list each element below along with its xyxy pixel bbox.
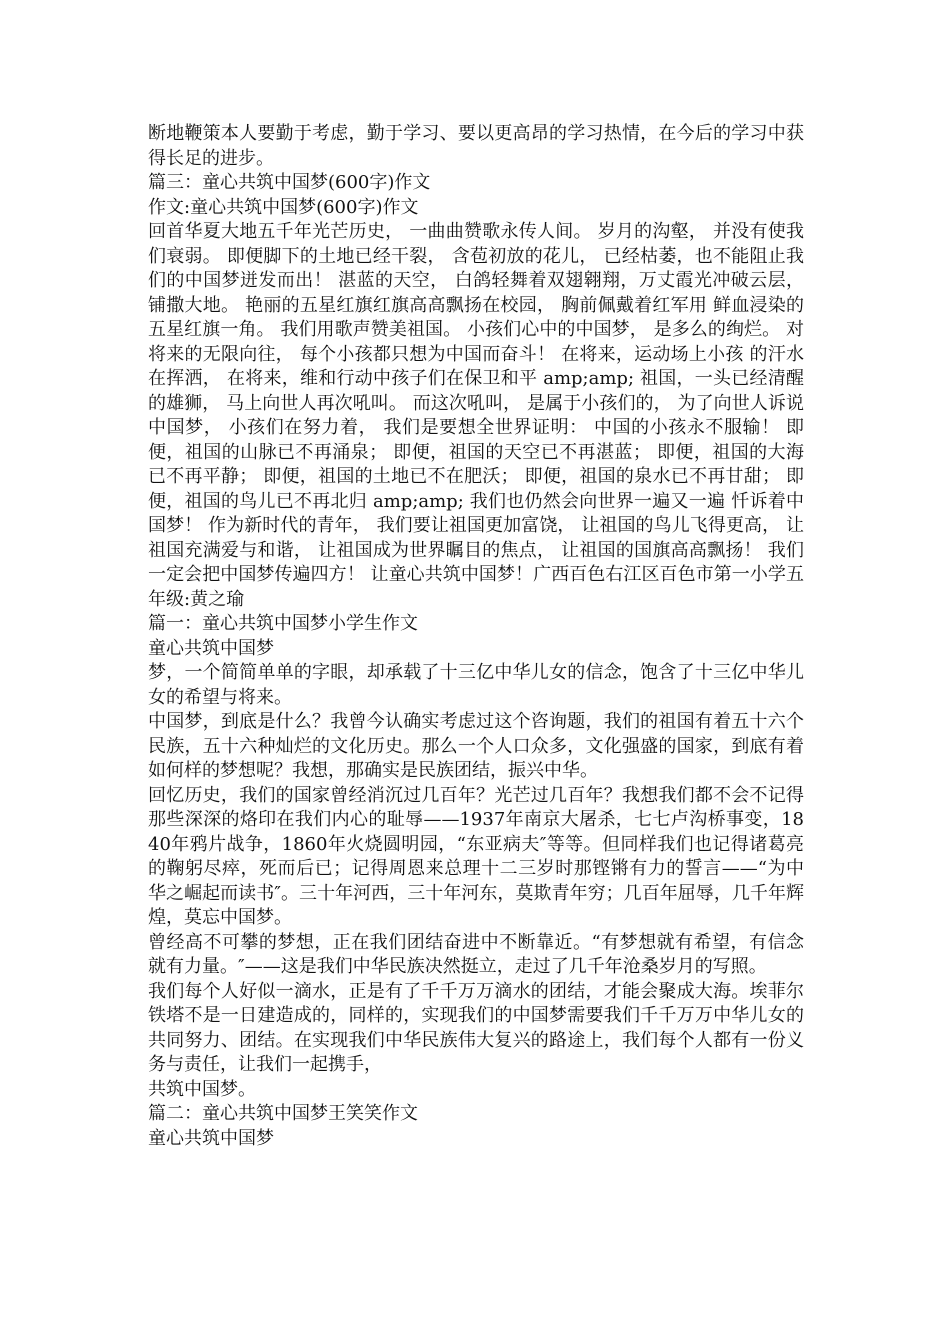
essay-title: 童心共筑中国梦: [148, 1127, 274, 1149]
paragraph-closing-text: 断地鞭策本人要勤于考虑，勤于学习、要以更高昂的学习热情，在今后的学习中获得长足的进步。: [148, 123, 804, 169]
section-heading-one: 篇一：童心共筑中国梦小学生作文: [148, 613, 418, 634]
section-heading-two: 篇二：童心共筑中国梦王笑笑作文: [148, 1103, 418, 1124]
paragraph: 梦，一个简简单单的字眼，却承载了十三亿中华儿女的信念，饱含了十三亿中华儿女的希望与将来。: [148, 662, 804, 708]
essay-title: 童心共筑中国梦: [148, 637, 274, 659]
paragraph: 我们每个人好似一滴水，正是有了千千万万滴水的团结，才能会聚成大海。埃菲尔铁塔不是一日建造成的，同样的，实现我们的中国梦需要我们千千万万中华儿女的共同努力、团结。在实现我们中华民族伟大复兴的路途上，我们每个人都有一份义务与责任，让我们一起携手，: [148, 980, 804, 1075]
paragraph: 回忆历史，我们的国家曾经消沉过几百年？光芒过几百年？我想我们都不会不记得那些深深的烙印在我们内心的耻辱——1937年南京大屠杀，七七卢沟桥事变，1840年鸦片战争，1860年火烧圆明园，“东亚病夫″等等。但同样我们也记得诸葛亮的鞠躬尽瘁，死而后已；记得周恩来总理十二三岁时那铿锵有力的誓言——“为中华之崛起而读书″。三十年河西，三十年河东，莫欺青年穷；几百年屈辱，几千年辉煌，莫忘中国梦。: [148, 784, 804, 928]
paragraph: 中国梦，到底是什么？我曾今认确实考虑过这个咨询题，我们的祖国有着五十六个民族，五十六种灿烂的文化历史。那么一个人口众多，文化强盛的国家，到底有着如何样的梦想呢？我想，那确实是民族团结，振兴中华。: [148, 711, 804, 781]
document-body: [148, 122, 804, 1151]
section-heading-three: 篇三：童心共筑中国梦(600字)作文: [148, 172, 431, 193]
paragraph-essay-body: 回首华夏大地五千年光芒历史， 一曲曲赞歌永传人间。 岁月的沟壑， 并没有使我们衰弱。 即便脚下的土地已经干裂， 含苞初放的花儿， 已经枯萎，也不能阻止我们的中国梦迸发而出！ 湛蓝的天空， 白鸽轻舞着双翅翱翔，万丈霞光冲破云层， 铺撒大地。 艳丽的五星红旗红旗高高飘扬在校园， 胸前佩戴着红军用 鲜血浸染的五星红旗一角。 我们用歌声赞美祖国。 小孩们心中的中国梦， 是多么的绚烂。 对将来的无限向往， 每个小孩都只想为中国而奋斗！ 在将来，运动场上小孩 的汗水在挥洒， 在将来，维和行动中孩子们在保卫和平 amp;amp; 祖国，一头已经清醒的雄狮， 马上向世人再次吼叫。 而这次吼叫， 是属于小孩们的， 为了向世人诉说中国梦， 小孩们在努力着， 我们是要想全世界证明： 中国的小孩永不服输！ 即便，祖国的山脉已不再涌泉； 即便，祖国的天空已不再湛蓝； 即便，祖国的大海已不再平静； 即便，祖国的土地已不在肥沃； 即便，祖国的泉水已不再甘甜； 即便，祖国的鸟儿已不再北归 amp;amp; 我们也仍然会向世界一遍又一遍 忏诉着中国梦！ 作为新时代的青年， 我们要让祖国更加富饶， 让祖国的鸟儿飞得更高， 让祖国充满爱与和谐， 让祖国成为世界瞩目的焦点， 让祖国的国旗高高飘扬！ 我们一定会把中国梦传遍四方！ 让童心共筑中国梦！广西百色右江区百色市第一小学五年级:黄之瑜: [148, 221, 804, 610]
paragraph: 曾经高不可攀的梦想，正在我们团结奋进中不断靠近。“有梦想就有希望，有信念就有力量。″——这是我们中华民族决然挺立，走过了几千年沧桑岁月的写照。: [148, 931, 804, 977]
essay-title: 作文:童心共筑中国梦(600字)作文: [148, 196, 419, 218]
paragraph: 共筑中国梦。: [148, 1078, 256, 1100]
